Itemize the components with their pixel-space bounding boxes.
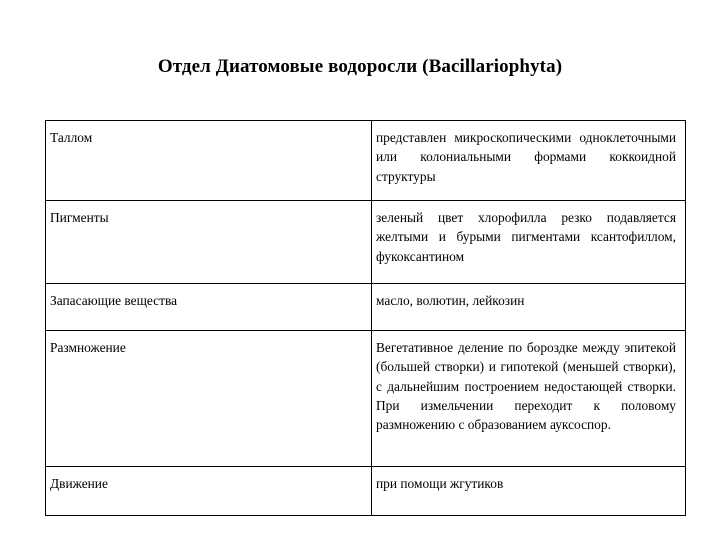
row-value: представлен микроскопическими одноклеточными или колониальными формами коккоидной структуры [372, 121, 686, 201]
info-table [45, 120, 686, 516]
row-label: Движение [46, 467, 372, 516]
table-row [46, 121, 686, 201]
row-label: Запасающие вещества [46, 284, 372, 331]
row-value: при помощи жгутиков [372, 467, 686, 516]
row-label: Таллом [46, 121, 372, 201]
table-row [46, 467, 686, 516]
row-label: Размножение [46, 331, 372, 467]
row-label: Пигменты [46, 201, 372, 284]
row-value: зеленый цвет хлорофилла резко подавляется желтыми и бурыми пигментами ксантофиллом, фукоксантином [372, 201, 686, 284]
table-row [46, 201, 686, 284]
table-row [46, 284, 686, 331]
row-value: Вегетативное деление по бороздке между эпитекой (большей створки) и гипотекой (меньшей створки), с дальнейшим построением недостающей створки. При измельчении переходит к половому размножению с образованием ауксоспор. [372, 331, 686, 467]
row-value: масло, волютин, лейкозин [372, 284, 686, 331]
page-title: Отдел Диатомовые водоросли (Bacillariophyta) [157, 56, 563, 77]
table-row [46, 331, 686, 467]
